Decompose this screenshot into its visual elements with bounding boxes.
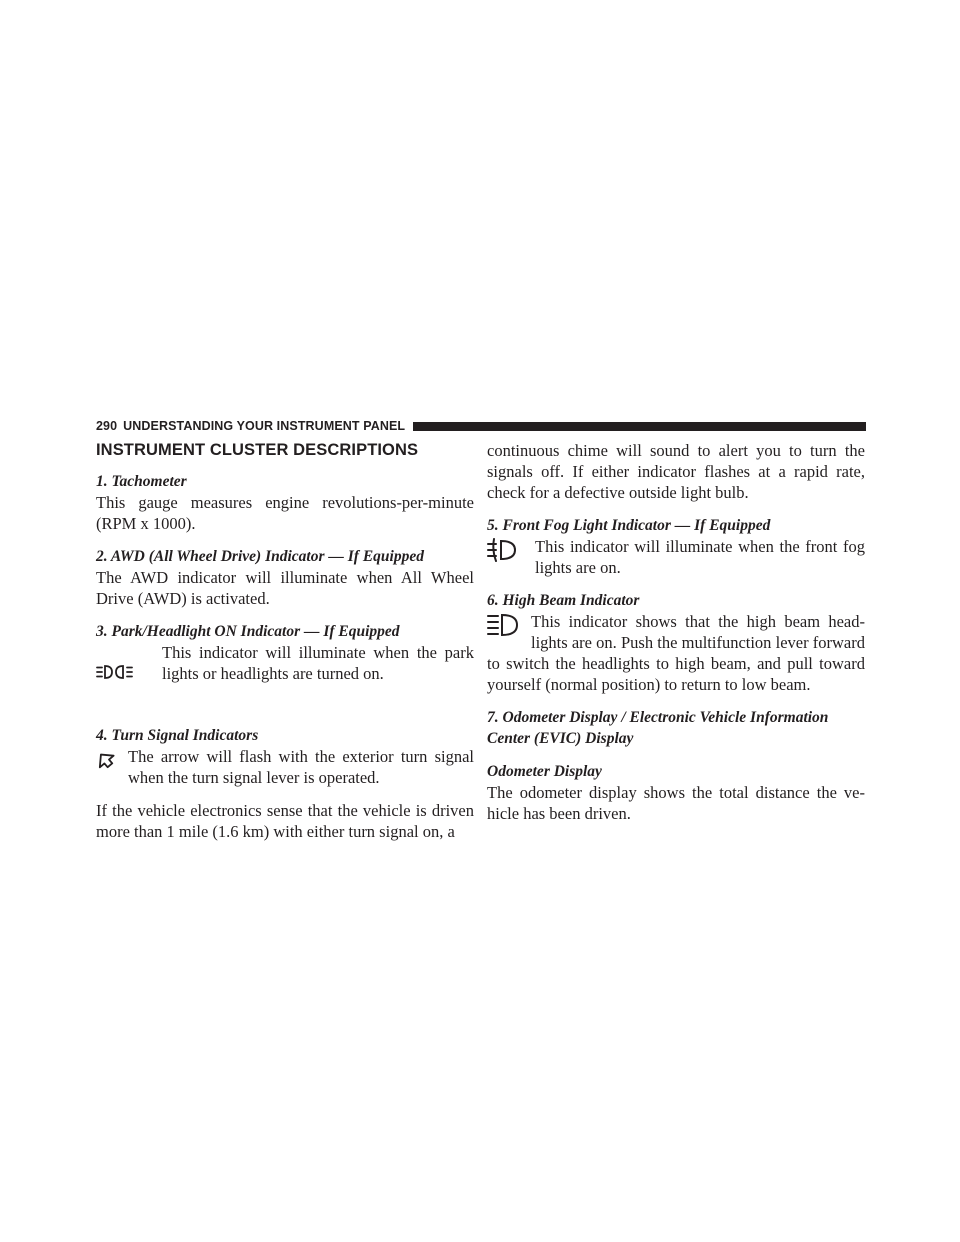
header-rule bbox=[413, 422, 866, 431]
front-fog-light-icon bbox=[487, 536, 535, 567]
left-column bbox=[96, 440, 474, 842]
park-headlight-text: This indicator will illuminate when the park lights or headlights are turned on. bbox=[162, 643, 474, 683]
park-headlight-row bbox=[96, 642, 474, 685]
right-column bbox=[487, 440, 865, 824]
high-beam-icon bbox=[487, 611, 521, 642]
park-headlight-heading: 3. Park/Headlight ON Indicator — If Equipped bbox=[96, 623, 400, 640]
turn-signal-arrow-icon bbox=[96, 746, 128, 781]
odometer-evic-heading: 7. Odometer Display / Electronic Vehicle Information Center (EVIC) Display bbox=[487, 709, 829, 747]
running-header bbox=[96, 418, 866, 434]
turn-signal-row bbox=[96, 746, 474, 788]
turn-signal-text: The arrow will flash with the exterior turn signal when the turn signal lever is operated. bbox=[128, 747, 474, 787]
odometer-subheading: Odometer Display bbox=[487, 763, 602, 780]
section-name: UNDERSTANDING YOUR INSTRUMENT PANEL bbox=[123, 419, 406, 433]
section-title: INSTRUMENT CLUSTER DESCRIPTIONS bbox=[96, 441, 419, 459]
chime-text: continuous chime will sound to alert you to turn the signals off. If either indicator flashes at a rapid rate, check for a defective outside light bulb. bbox=[487, 441, 865, 502]
fog-light-row bbox=[487, 536, 865, 578]
high-beam-block bbox=[487, 611, 865, 695]
turn-signal-warning-text: If the vehicle electronics sense that the vehicle is driven more than 1 mile (1.6 km) with either turn signal on, a bbox=[96, 801, 474, 841]
page-number: 290 bbox=[96, 419, 118, 433]
awd-text: The AWD indicator will illuminate when All Wheel Drive (AWD) is activated. bbox=[96, 568, 474, 608]
fog-light-text: This indicator will illuminate when the front fog lights are on. bbox=[535, 537, 865, 577]
tachometer-text: This gauge measures engine revolutions-per-minute (RPM x 1000). bbox=[96, 493, 474, 533]
fog-light-heading: 5. Front Fog Light Indicator — If Equipped bbox=[487, 517, 771, 534]
awd-heading: 2. AWD (All Wheel Drive) Indicator — If Equipped bbox=[96, 548, 424, 565]
high-beam-text: This indicator shows that the high beam head-lights are on. Push the multifunction lever forward to switch the headlights to high beam, and pull toward yourself (normal position) to return to low beam. bbox=[487, 612, 865, 694]
tachometer-heading: 1. Tachometer bbox=[96, 473, 187, 490]
high-beam-heading: 6. High Beam Indicator bbox=[487, 592, 640, 609]
odometer-text: The odometer display shows the total distance the ve-hicle has been driven. bbox=[487, 783, 865, 823]
park-headlight-icon bbox=[96, 642, 162, 685]
turn-signal-heading: 4. Turn Signal Indicators bbox=[96, 727, 259, 744]
